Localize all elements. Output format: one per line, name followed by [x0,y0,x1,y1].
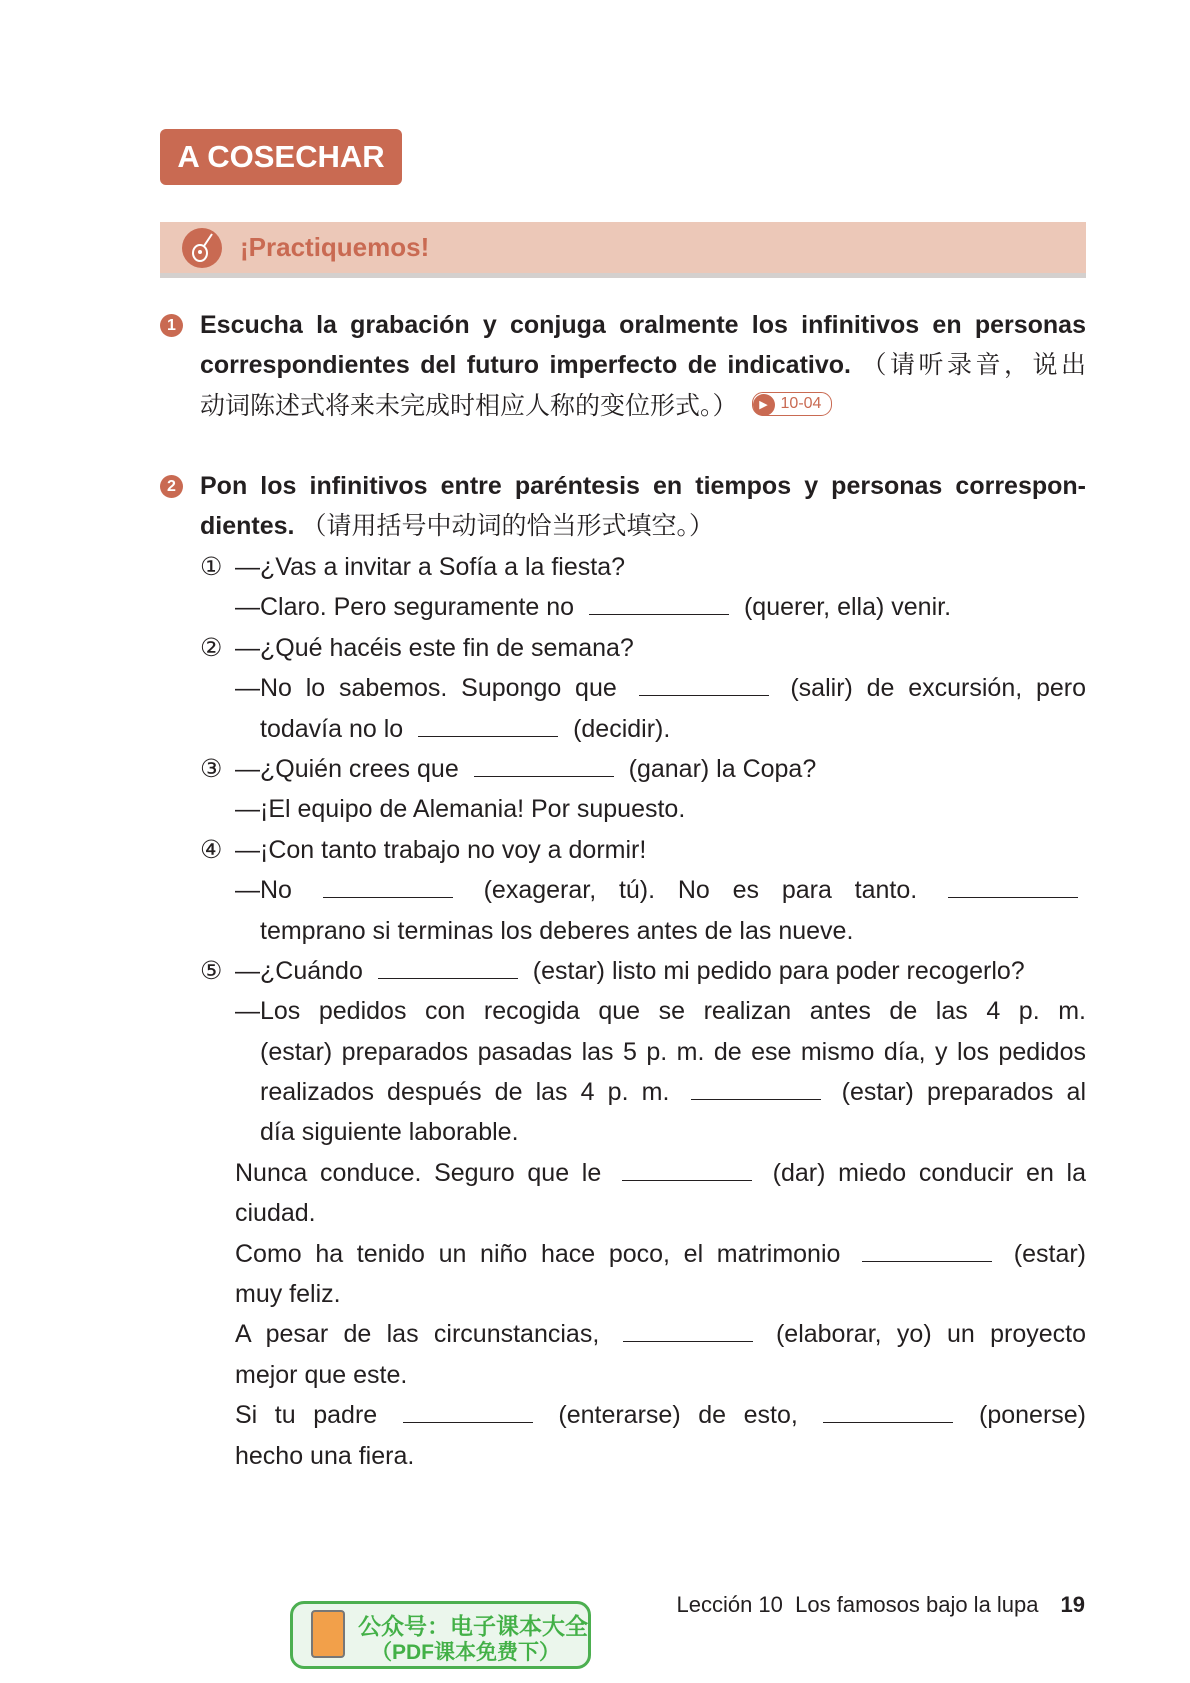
answer-blank[interactable] [474,750,614,777]
exercise-item-line [200,628,1086,668]
answer-blank[interactable] [403,1396,533,1423]
instruction-cn: （请用括号中动词的恰当形式填空。） [301,512,714,541]
item-text: (salir) de excursión, pero [790,674,1086,703]
answer-blank[interactable] [623,1315,753,1342]
exercise-number: 1 [160,314,183,337]
item-text: —Los pedidos con recogida que se realizan antes de las 4 p. m. [235,997,1086,1026]
page-number: 19 [1060,1592,1085,1617]
exercise-item-line [235,668,1086,708]
exercise-2-line [200,506,1086,546]
item-text: (elaborar, yo) un proyecto [775,1320,1086,1349]
item-text: muy feliz. [235,1280,341,1309]
exercise-1-line: Escucha la grabación y conjuga oralmente los infinitivos en personas [200,311,1086,339]
item-number: ② [200,633,223,662]
exercise-2 [160,466,1086,547]
exercise-item-line [200,749,1086,789]
watermark-line1: 公众号：电子课本大全 [358,1613,588,1639]
item-text: (estar) preparados pasadas las 5 p. m. de ese mismo día, y los pedidos [260,1037,1086,1066]
section-banner: A COSECHAR [160,129,402,185]
item-text: mejor que este. [235,1360,408,1389]
exercise-item-line [260,1112,1086,1152]
exercise-item-line [260,911,1086,951]
exercise-2-line: Pon los infinitivos entre paréntesis en tiempos y personas correspon- [200,472,1086,500]
answer-blank[interactable] [378,952,518,979]
answer-blank[interactable] [948,871,1078,898]
exercise-item-line [260,709,1086,749]
answer-blank[interactable] [589,588,729,615]
exercise-1 [160,305,1086,426]
exercise-item-line [200,830,1086,870]
item-text: A pesar de las circunstancias, [235,1320,600,1349]
answer-blank[interactable] [823,1396,953,1423]
item-text: (estar) listo mi pedido para poder recogerlo? [532,956,1025,985]
item-text: —No lo sabemos. Supongo que [235,674,617,703]
item-text: (ganar) la Copa? [628,754,817,783]
lesson-number: Lección 10 [676,1592,783,1617]
exercise-item-line [235,991,1086,1031]
exercise-1-line [200,345,1086,385]
item-text: —¿Vas a invitar a Sofía a la fiesta? [235,553,626,581]
item-number: ④ [200,835,223,864]
instruction-cn: （请听录音，说出 [861,351,1086,380]
item-text: —¿Qué hacéis este fin de semana? [235,633,634,662]
instruction-text: correspondientes del futuro imperfecto de indicativo. [200,351,851,380]
item-text: (decidir). [573,714,671,743]
item-number: ① [200,553,223,581]
answer-blank[interactable] [691,1073,821,1100]
exercise-item-line [200,547,1086,587]
answer-blank[interactable] [622,1154,752,1181]
exercise-item-line [235,1193,1086,1233]
exercise-item-line [235,789,1086,829]
item-text: Si tu padre [235,1401,378,1430]
audio-track-button[interactable] [752,392,833,416]
item-text: —¿Cuándo [235,956,363,985]
answer-blank[interactable] [418,710,558,737]
exercise-item-line [200,951,1086,991]
item-text: (dar) miedo conducir en la [772,1158,1086,1187]
item-text: ciudad. [235,1199,316,1228]
practice-band [160,222,1086,278]
page-footer [676,1592,1085,1618]
watermark-line2: （PDF课本免费下） [371,1641,560,1664]
item-text: —¡El equipo de Alemania! Por supuesto. [235,795,686,824]
exercise-item-line [260,1072,1086,1112]
exercise-item-line [235,1314,1086,1354]
answer-blank[interactable] [639,669,769,696]
guitar-icon [182,228,222,268]
instruction-cn: 动词陈述式将来未完成时相应人称的变位形式。） [200,391,738,420]
exercise-item-line [235,587,1086,627]
lesson-title: Los famosos bajo la lupa [795,1592,1039,1617]
item-text: (exagerar, tú). No es para tanto. [483,876,918,905]
item-text: realizados después de las 4 p. m. [260,1078,670,1107]
item-number: ⑤ [200,956,223,985]
exercise-item-line [260,1032,1086,1072]
ebook-icon [311,1610,345,1658]
instruction-text: dientes. [200,512,295,541]
item-text: (estar) preparados al [841,1078,1086,1107]
play-icon: ▶ [753,394,775,416]
item-text: temprano si terminas los deberes antes de las nueve. [260,916,854,945]
item-text: día siguiente laborable. [260,1118,519,1147]
item-number: ③ [200,754,223,783]
item-text: Nunca conduce. Seguro que le [235,1158,602,1187]
item-text: —Claro. Pero seguramente no [235,593,575,622]
item-text: (enterarse) de esto, [558,1401,798,1430]
exercise-item-line [235,870,1086,910]
exercise-item-line [235,1355,1086,1395]
answer-blank[interactable] [862,1235,992,1262]
item-text: Como ha tenido un niño hace poco, el matrimonio [235,1239,841,1268]
practice-title: ¡Practiquemos! [240,232,430,262]
item-text: —¡Con tanto trabajo no voy a dormir! [235,835,647,864]
exercise-1-line [200,386,1086,426]
answer-blank[interactable] [323,871,453,898]
exercise-item-line [235,1153,1086,1193]
audio-track-label: 10-04 [780,395,822,413]
exercise-item-line [235,1395,1086,1435]
exercise-2-items [200,547,1086,1476]
item-text: —No [235,876,292,905]
item-text: hecho una fiera. [235,1441,415,1470]
watermark [290,1601,591,1669]
exercise-item-line [235,1436,1086,1476]
item-text: todavía no lo [260,714,404,743]
item-text: (querer, ella) venir. [743,593,952,622]
item-text: —¿Quién crees que [235,754,459,783]
exercise-item-line [235,1274,1086,1314]
exercise-item-line [235,1234,1086,1274]
item-text: (estar) [1013,1239,1086,1268]
exercise-number: 2 [160,475,183,498]
item-text: (ponerse) [979,1401,1086,1430]
